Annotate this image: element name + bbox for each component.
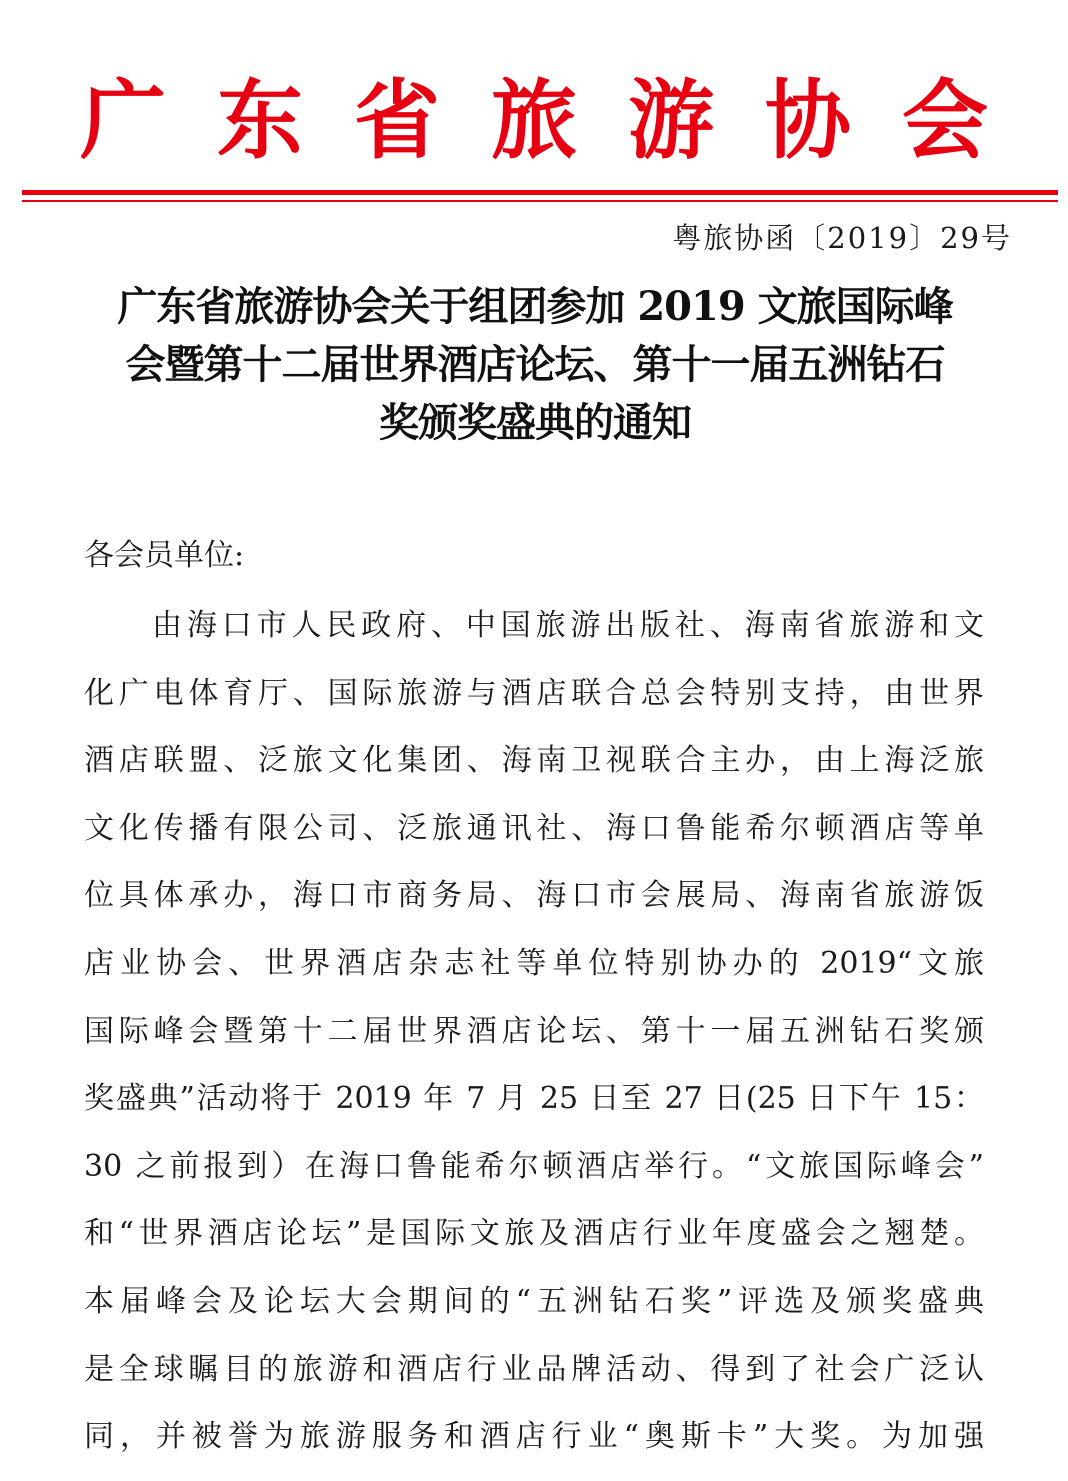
body-line: 化广电体育厅、国际旅游与酒店联合总会特别支持，由世界 <box>84 675 984 711</box>
title-line: 奖颁奖盛典的通知 <box>379 399 691 446</box>
body-line: 奖盛典”活动将于 2019 年 7 月 25 日至 27 日(25 日下午 15： <box>84 1081 984 1117</box>
body-line: 30 之前报到）在海口鲁能希尔顿酒店举行。“文旅国际峰会” <box>84 1148 984 1184</box>
letterhead-rule-thick <box>22 190 1058 195</box>
title-line: 广东省旅游协会关于组团参加 2019 文旅国际峰 <box>117 283 953 330</box>
body-paragraph <box>84 592 984 1471</box>
salutation: 各会员单位: <box>84 538 245 573</box>
title-line: 会暨第十二届世界酒店论坛、第十一届五洲钻石 <box>125 341 945 388</box>
body-line: 同，并被誉为旅游服务和酒店行业“奥斯卡”大奖。为加强 <box>84 1419 984 1455</box>
document-title <box>80 278 990 452</box>
document-number: 粤旅协函〔2019〕29号 <box>672 221 1012 255</box>
letterhead-rule-thin <box>22 200 1058 202</box>
body-line: 和“世界酒店论坛”是国际文旅及酒店行业年度盛会之翘楚。 <box>84 1216 984 1252</box>
body-line: 国际峰会暨第十二届世界酒店论坛、第十一届五洲钻石奖颁 <box>84 1013 984 1049</box>
body-line: 店业协会、世界酒店杂志社等单位特别协办的 2019“文旅 <box>84 945 984 981</box>
body-line: 文化传播有限公司、泛旅通讯社、海口鲁能希尔顿酒店等单 <box>84 810 984 846</box>
body-line: 位具体承办，海口市商务局、海口市会展局、海南省旅游饭 <box>84 878 984 914</box>
body-line: 由海口市人民政府、中国旅游出版社、海南省旅游和文 <box>152 608 984 643</box>
body-line: 是全球瞩目的旅游和酒店行业品牌活动、得到了社会广泛认 <box>84 1351 984 1387</box>
organization-letterhead: 广东省旅游协会 <box>80 70 1039 171</box>
body-line: 本届峰会及论坛大会期间的“五洲钻石奖”评选及颁奖盛典 <box>84 1283 984 1319</box>
body-line: 酒店联盟、泛旅文化集团、海南卫视联合主办，由上海泛旅 <box>84 743 984 779</box>
